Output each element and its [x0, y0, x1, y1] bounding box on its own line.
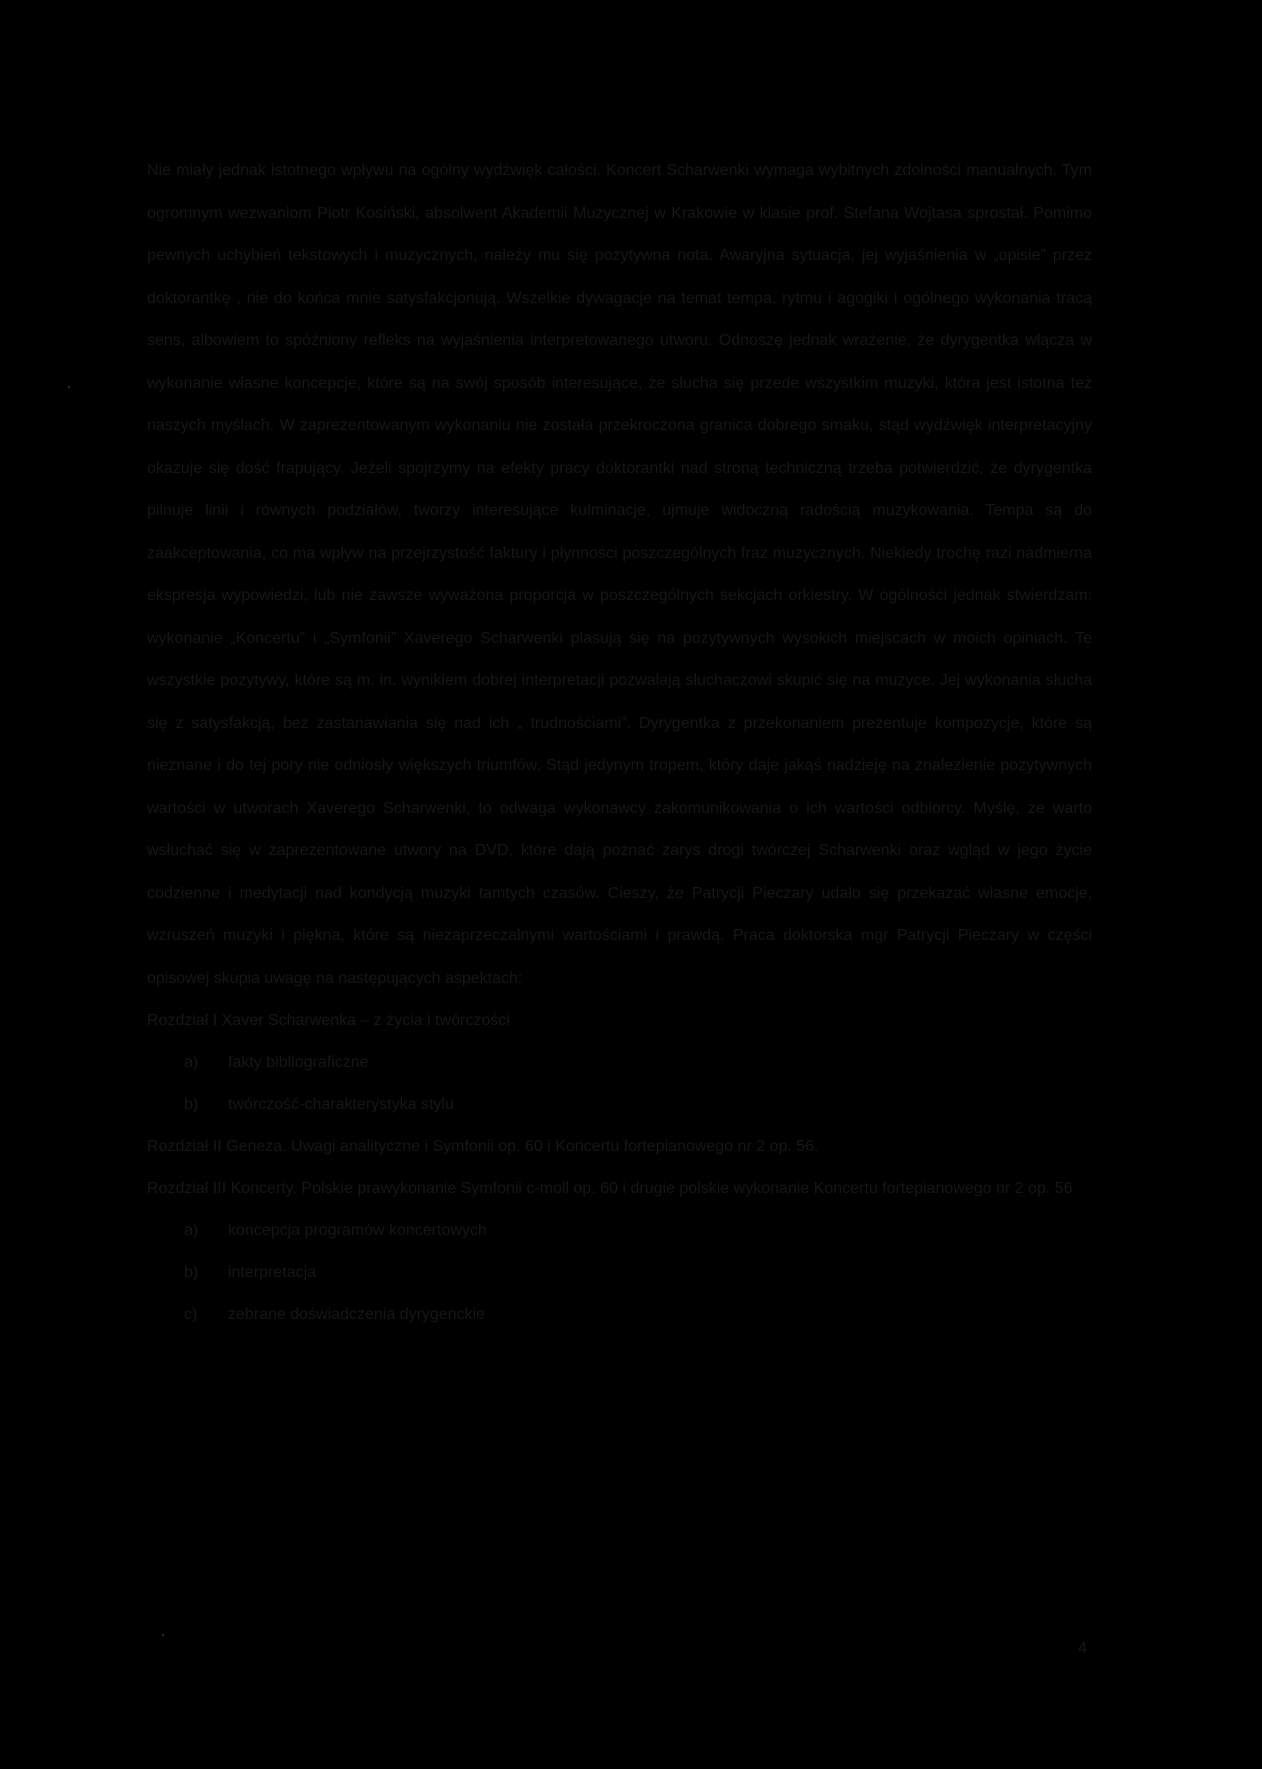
list-item — [147, 1252, 1092, 1294]
list-item-text: interpretacja — [228, 1264, 317, 1281]
list-item-text: koncepcja programów koncertowych — [228, 1222, 487, 1239]
scan-speck — [68, 386, 70, 388]
list-item-text: zebrane doświadczenia dyrygenckie — [228, 1306, 486, 1323]
list-marker: b) — [184, 1264, 199, 1281]
chapter-2-title: Rozdział II Geneza. Uwagi analityczne i Symfonii op. 60 i Koncertu fortepianowego nr 2 op. 56. — [147, 1138, 819, 1155]
chapter-1-list — [147, 1042, 1092, 1126]
list-marker: a) — [184, 1054, 199, 1071]
list-marker: c) — [184, 1306, 198, 1323]
body-paragraph: Nie miały jednak istotnego wpływu na ogólny wydźwięk całości. Koncert Scharwenki wymaga wybitnych zdolności manualnych. Tym ogromnym wezwaniom Piotr Kosiński, absolwent Akademii Muzycznej w Krakowie w klasie prof. Stefana Wojtasa sprostał. Pomimo pewnych uchybień tekstowych i muzycznych, należy mu się pozytywna nota. Awaryjna sytuacja, jej wyjaśnienia w „opisie” przez doktorantkę , nie do końca mnie satysfakcjonują. Wszelkie dywagacje na temat tempa, rytmu i agogiki i ogólnego wykonania tracą sens, albowiem to spóźniony refleks na wyjaśnienia interpretowanego utworu. Odnoszę jednak wrażenie, że dyrygentka włącza w wykonanie własne koncepcje, które są na swój sposób interesujące, że słucha się przede wszystkim muzyki, która jest istotna też naszych myślach. W zaprezentowanym wykonaniu nie została przekroczona granica dobrego smaku, stąd wydźwięk interpretacyjny okazuje się dość frapujący. Jeżeli spojrzymy na efekty pracy doktorantki nad stroną techniczną trzeba potwierdzić, że dyrygentka pilnuje linii i równych podziałów, tworzy interesujące kulminacje, ujmuje widoczną radością muzykowania. Tempa są do zaakceptowania, co ma wpływ na przejrzystość faktury i płynności poszczególnych fraz muzycznych. Niekiedy trochę razi nadmierna ekspresja wypowiedzi, lub nie zawsze wyważona proporcja w poszczególnych sekcjach orkiestry. W ogólności jednak stwierdzam: wykonanie „Koncertu” i „Symfonii” Xaverego Scharwenki plasują się na pozytywnych wysokich miejscach w moich opiniach. Te wszystkie pozytywy, które są m. in. wynikiem dobrej interpretacji pozwalają słuchaczowi skupić się na muzyce. Jej wykonania słucha się z satysfakcją, bez zastanawiania się nad ich „ trudnościami”. Dyrygentka z przekonaniem prezentuje kompozycje, które są nieznane i do tej pory nie odniosły większych triumfów. Stąd jedynym tropem, który daje jakąś nadzieję na znalezienie pozytywnych wartości w utworach Xaverego Scharwenki, to odwaga wykonawcy zakomunikowania o ich wartości odbiorcy. Myślę, że warto wsłuchać się w zaprezentowane utwory na DVD, które dają poznać zarys drogi twórczej Scharwenki oraz wgląd w jego życie codzienne i medytacji nad kondycją muzyki tamtych czasów. Cieszy, że Patrycji Pieczary udało się przekazać własne emocje, wzruszeń muzyki i piękna, które są niezaprzeczalnymi wartościami i prawdą. Praca doktorska mgr Patrycji Pieczary w części opisowej skupia uwagę na następujących aspektach: — [147, 162, 1092, 987]
list-item — [147, 1210, 1092, 1252]
list-item — [147, 1042, 1092, 1084]
page-number: 4 — [1078, 1640, 1087, 1657]
list-item — [147, 1294, 1092, 1336]
list-marker: a) — [184, 1222, 199, 1239]
list-item-text: twórczość-charakterystyka stylu — [228, 1096, 454, 1113]
list-marker: b) — [184, 1096, 199, 1113]
chapter-3-list — [147, 1210, 1092, 1336]
page-content — [147, 150, 1092, 1336]
chapter-3-title: Rozdział III Koncerty. Polskie prawykonanie Symfonii c-moll op. 60 i drugie polskie wykonanie Koncertu fortepianowego nr 2 op. 56 — [147, 1180, 1073, 1197]
list-item-text: fakty bibliograficzne — [228, 1054, 369, 1071]
scan-speck — [162, 1634, 164, 1636]
chapter-1-title: Rozdział I Xaver Scharwenka – z życia i twórczości — [147, 1012, 510, 1029]
list-item — [147, 1084, 1092, 1126]
